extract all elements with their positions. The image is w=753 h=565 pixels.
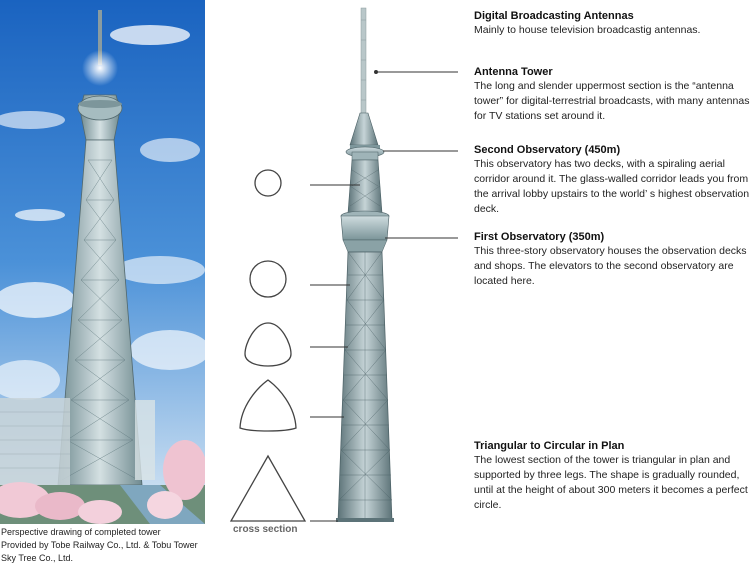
section-title: Second Observatory (450m) [474, 144, 621, 156]
cross-section-circle [250, 261, 286, 297]
photo-caption-line: Sky Tree Co., Ltd. [1, 553, 74, 563]
section-antenna-tower [474, 65, 752, 124]
section-body: The lowest section of the tower is triangular in plan and supported by three legs. The shape is gradually rounded, until at the height of about 300 meters it becomes a perfect circle. [474, 454, 748, 511]
section-title: Triangular to Circular in Plan [474, 440, 625, 452]
section-first-observatory [474, 230, 752, 289]
photo-caption [1, 526, 216, 565]
cross-section-rounded-triangle [245, 323, 291, 366]
section-broadcasting-antennas [474, 9, 752, 38]
section-title: First Observatory (350m) [474, 231, 605, 243]
tower-elevation-diagram [215, 0, 475, 560]
section-body: The long and slender uppermost section is the “antenna tower” for digital-terrestrial broadcasts, with many antennas for TV stations set around it. [474, 80, 750, 122]
cross-section-triangle [231, 456, 305, 521]
section-body: Mainly to house television broadcastig antennas. [474, 24, 701, 36]
section-body: This observatory has two decks, with a spiraling aerial corridor around it. The glass-walled corridor leads you from the arrival lobby upstairs to the world’ s highest observation deck. [474, 158, 750, 215]
cross-section-curved-triangle [240, 380, 296, 431]
section-body: This three-story observatory houses the observation decks and shops. The elevators to the second observatory are located here. [474, 245, 747, 287]
photo-caption-line: Provided by Tobe Railway Co., Ltd. & Tobu Tower [1, 540, 198, 550]
section-second-observatory [474, 143, 752, 217]
section-triangular-to-circular [474, 439, 752, 513]
cross-section-label: cross section [233, 524, 298, 535]
section-title: Antenna Tower [474, 66, 553, 78]
leader-dot [375, 71, 378, 74]
photo-caption-line: Perspective drawing of completed tower [1, 527, 161, 537]
section-title: Digital Broadcasting Antennas [474, 10, 634, 22]
cross-section-circle-small [255, 170, 281, 196]
tower-perspective-image [0, 0, 205, 524]
